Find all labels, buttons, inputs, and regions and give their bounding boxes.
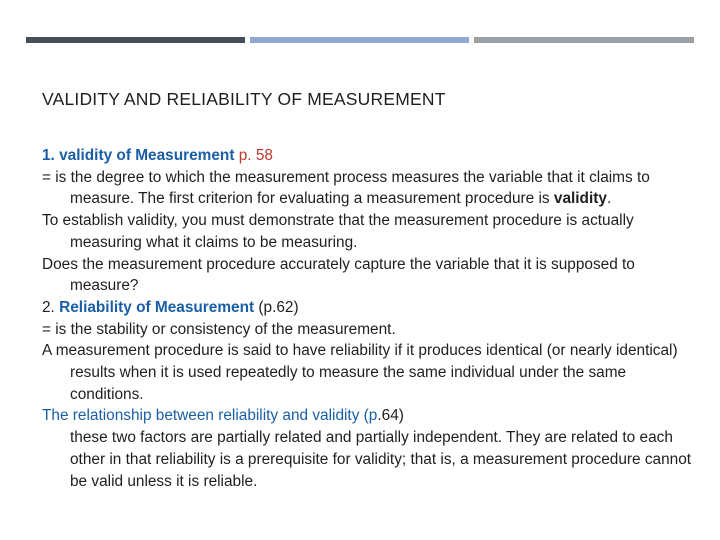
section2-explanation: A measurement procedure is said to have reliability if it produces identical (or nearly identical) results when it is used repeatedly to measure the same individual under the same conditions.	[42, 342, 678, 403]
slide-title: VALIDITY AND RELIABILITY OF MEASUREMENT	[42, 89, 446, 109]
section1-definition-bold: validity	[553, 190, 607, 208]
top-bar-gray	[474, 37, 694, 43]
top-decorative-bars	[26, 37, 694, 43]
section1-definition	[42, 167, 702, 210]
slide-content	[42, 145, 702, 492]
section1-establish: To establish validity, you must demonstrate that the measurement procedure is actually measuring what it claims to be measuring.	[42, 212, 634, 251]
section2-page-ref: (p.62)	[254, 298, 299, 316]
section3-heading-line	[42, 405, 702, 427]
section1-page-ref: p. 58	[234, 147, 273, 164]
section3-page-ref: .64)	[377, 407, 404, 425]
section3-body: these two factors are partially related and partially independent. They are related to each other in that reliability is a prerequisite for validity; that is, a measurement procedure cannot be valid unless it is reliable.	[70, 429, 692, 490]
section1-definition-text: = is the degree to which the measurement process measures the variable that it claims to measure. The first criterion for evaluating a measurement procedure is	[42, 168, 650, 208]
section2-number: 2.	[42, 298, 60, 316]
top-bar-blue	[250, 37, 469, 43]
section3-heading: The relationship between reliability and validity (p	[42, 407, 378, 425]
section2-heading-line	[42, 297, 702, 319]
section2-heading: Reliability of Measurement	[59, 298, 255, 316]
section1-heading-line	[42, 145, 702, 167]
section1-question: Does the measurement procedure accurately capture the variable that it is supposed to measure?	[42, 255, 635, 295]
section2-definition: = is the stability or consistency of the measurement.	[42, 320, 396, 338]
section1-heading: 1. validity of Measurement	[42, 147, 235, 164]
top-bar-dark	[26, 37, 245, 43]
section1-definition-end: .	[606, 190, 612, 208]
